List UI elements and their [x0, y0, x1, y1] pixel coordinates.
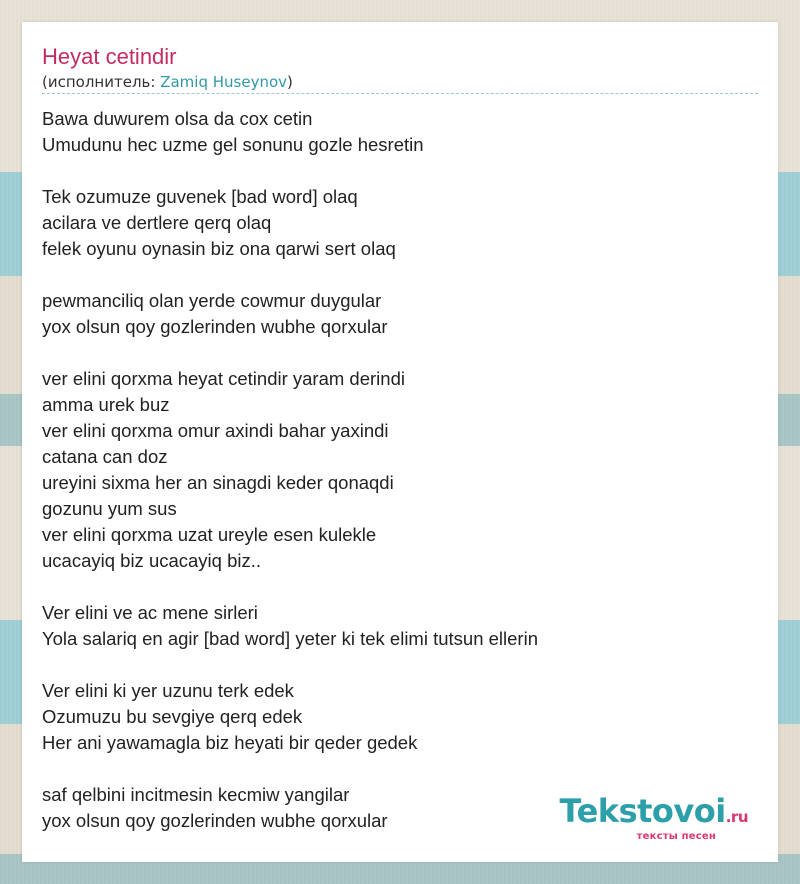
performer-link[interactable]: Zamiq Huseynov: [160, 73, 288, 91]
site-logo[interactable]: [559, 792, 748, 842]
performer-line: [42, 73, 293, 91]
lyric-line: Ozumuzu bu sevgiye qerq edek: [42, 706, 303, 727]
lyric-line: [42, 340, 538, 366]
title-divider: [42, 93, 758, 94]
performer-prefix: (исполнитель:: [42, 73, 161, 91]
lyric-line: acilara ve dertlere qerq olaq: [42, 212, 272, 233]
lyric-line: Bawa duwurem olsa da cox cetin: [42, 108, 313, 129]
lyric-line: Yola salariq en agir [bad word] yeter ki tek elimi tutsun ellerin: [42, 628, 538, 649]
lyric-line: yox olsun qoy gozlerinden wubhe qorxular: [42, 316, 388, 337]
lyric-line: pewmanciliq olan yerde cowmur duygular: [42, 290, 382, 311]
logo-tld: .ru: [725, 808, 748, 826]
lyric-line: Umudunu hec uzme gel sonunu gozle hesretin: [42, 134, 424, 155]
lyric-line: catana can doz: [42, 446, 168, 467]
lyric-line: [42, 262, 538, 288]
lyric-line: ver elini qorxma uzat ureyle esen kulekle: [42, 524, 377, 545]
lyric-line: gozunu yum sus: [42, 498, 177, 519]
lyric-line: Ver elini ki yer uzunu terk edek: [42, 680, 294, 701]
lyric-line: ucacayiq biz ucacayiq biz..: [42, 550, 262, 571]
performer-suffix: ): [287, 73, 293, 91]
lyric-line: [42, 652, 538, 678]
song-title: Heyat cetindir: [42, 44, 177, 69]
lyric-line: felek oyunu oynasin biz ona qarwi sert olaq: [42, 238, 396, 259]
lyric-line: yox olsun qoy gozlerinden wubhe qorxular: [42, 810, 388, 831]
lyrics-text: [42, 106, 538, 834]
lyric-line: ver elini qorxma omur axindi bahar yaxindi: [42, 420, 389, 441]
lyric-line: Her ani yawamagla biz heyati bir qeder gedek: [42, 732, 418, 753]
logo-tagline: тексты песен: [636, 831, 716, 842]
lyric-line: amma urek buz: [42, 394, 170, 415]
logo-name: Tekstovoi: [559, 792, 726, 830]
lyric-line: Ver elini ve ac mene sirleri: [42, 602, 258, 623]
lyric-line: [42, 574, 538, 600]
lyric-line: ureyini sixma her an sinagdi keder qonaqdi: [42, 472, 394, 493]
lyric-line: [42, 756, 538, 782]
lyric-line: Tek ozumuze guvenek [bad word] olaq: [42, 186, 358, 207]
lyric-line: [42, 158, 538, 184]
logo-wordmark: [559, 792, 748, 833]
lyrics-card: [22, 22, 778, 862]
lyric-line: ver elini qorxma heyat cetindir yaram derindi: [42, 368, 405, 389]
lyric-line: saf qelbini incitmesin kecmiw yangilar: [42, 784, 350, 805]
